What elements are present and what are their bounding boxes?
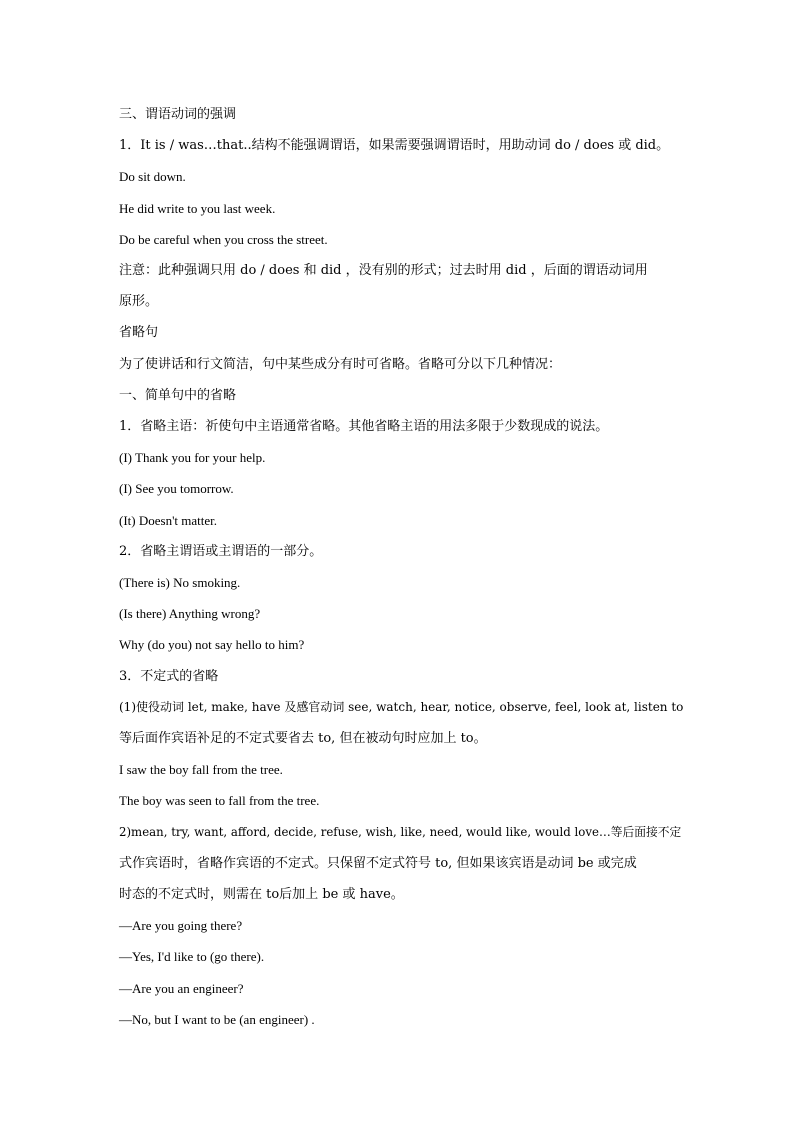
example-sentence: Do be careful when you cross the street. (119, 231, 328, 247)
paragraph-line: 1．It is / was…that..结构不能强调谓语，如果需要强调谓语时，用助动词 do / does 或 did。 (119, 138, 670, 154)
example-sentence: He did write to you last week. (119, 200, 276, 216)
dialogue-line: —Are you an engineer? (119, 980, 244, 996)
section-heading-emphasis: 三、谓语动词的强调 (119, 107, 237, 122)
paragraph-line: 时态的不定式时，则需在 to后加上 be 或 have。 (119, 887, 404, 903)
paragraph-line: 1．省略主语：祈使句中主语通常省略。其他省略主语的用法多限于少数现成的说法。 (119, 419, 609, 435)
dialogue-line: —No, but I want to be (an engineer) . (119, 1011, 315, 1027)
note-line: 原形。 (119, 294, 159, 310)
section-heading-simple-ellipsis: 一、简单句中的省略 (119, 387, 237, 403)
paragraph-line: 式作宾语时，省略作宾语的不定式。只保留不定式符号 to, 但如果该宾语是动词 be 或完成 (119, 855, 637, 871)
paragraph-line: 3．不定式的省略 (119, 668, 219, 684)
paragraph-line: 2．省略主谓语或主谓语的一部分。 (119, 543, 323, 559)
section-title-ellipsis: 省略句 (119, 325, 159, 341)
paragraph-line: 等后面作宾语补足的不定式要省去 to, 但在被动句时应加上 to。 (119, 731, 487, 747)
paragraph-line: (1)使役动词 let, make, have 及感官动词 see, watch, hear, notice, observe, feel, look at, listen to (119, 699, 684, 714)
document-body (119, 99, 689, 1035)
example-sentence: I saw the boy fall from the tree. (119, 762, 283, 778)
paragraph-line: 2)mean, try, want, afford, decide, refuse, wish, like, need, would like, would love…等后面接不定 (119, 824, 682, 839)
example-sentence: (It) Doesn't matter. (119, 512, 218, 528)
note-line: 注意：此种强调只用 do / does 和 did ，没有别的形式；过去时用 did ，后面的谓语动词用 (119, 263, 648, 279)
example-sentence: (I) See you tomorrow. (119, 481, 234, 497)
paragraph-line: 为了使讲话和行文简洁，句中某些成分有时可省略。省略可分以下几种情况： (119, 356, 562, 372)
example-sentence: Do sit down. (119, 169, 186, 185)
dialogue-line: —Are you going there? (119, 918, 243, 934)
example-sentence: The boy was seen to fall from the tree. (119, 793, 320, 809)
example-sentence: (Is there) Anything wrong? (119, 606, 261, 622)
example-sentence: (I) Thank you for your help. (119, 450, 266, 466)
example-sentence: Why (do you) not say hello to him? (119, 637, 305, 653)
example-sentence: (There is) No smoking. (119, 575, 241, 591)
dialogue-line: —Yes, I'd like to (go there). (119, 949, 265, 965)
